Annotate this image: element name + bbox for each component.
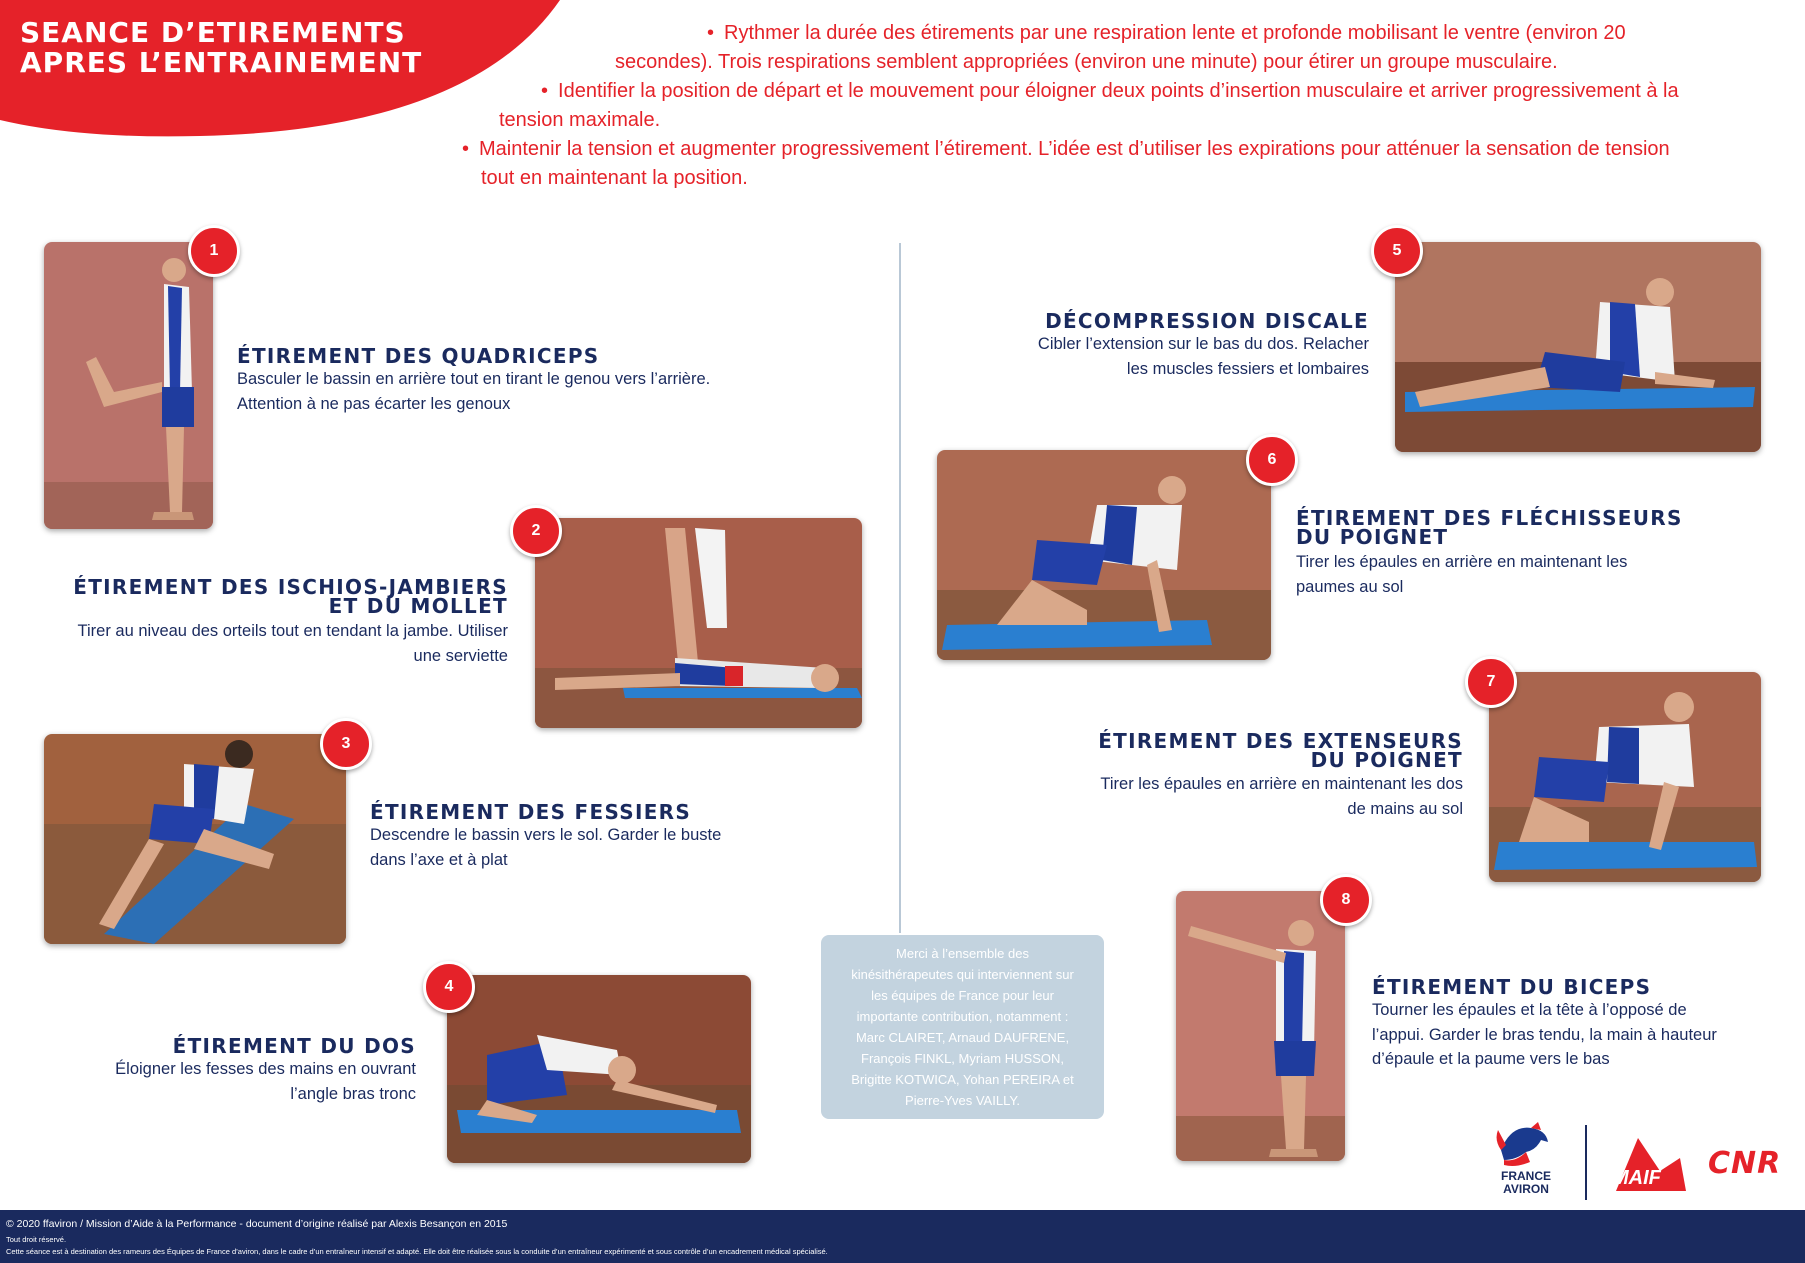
intro-bullet-2-line2: tension maximale.: [499, 109, 661, 131]
exercise-5-number-badge: 5: [1371, 225, 1423, 277]
exercise-8-title: ÉTIREMENT DU BICEPS: [1372, 975, 1652, 999]
exercise-7-photo: [1489, 672, 1761, 882]
exercise-8-photo: [1176, 891, 1345, 1161]
exercise-6-number-badge: 6: [1246, 434, 1298, 486]
exercise-8-description: Tourner les épaules et la tête à l’opposé de l’appui. Garder le bras tendu, la main à hauteur d’épaule et la paume vers le bas: [1372, 1001, 1717, 1068]
exercise-2-number-badge: 2: [510, 505, 562, 557]
exercise-4-title: ÉTIREMENT DU DOS: [172, 1034, 416, 1058]
footer-bar: [0, 1210, 1805, 1263]
intro-bullet-1-line1: • Rythmer la durée des étirements par une respiration lente et profonde mobilisant le ventre (environ 20: [707, 22, 1626, 44]
exercise-3-title: ÉTIREMENT DES FESSIERS: [370, 800, 692, 824]
exercise-3-description: Descendre le bassin vers le sol. Garder le buste dans l’axe et à plat: [370, 826, 722, 869]
document-title: SEANCE D’ETIREMENTS APRES L’ENTRAINEMENT: [20, 16, 423, 79]
footer-disclaimer: Cette séance est à destination des rameurs des Équipes de France d’aviron, dans le cadre d’un entraîneur intensif et adapté. Elle doit être réalisée sous la conduite d’un entraîneur expérimenté et sous contrôle d’un encadrement médical spécialisé.: [6, 1247, 828, 1256]
logo-separator: [1585, 1125, 1587, 1200]
exercise-1-photo: [44, 242, 213, 529]
exercise-2-description: Tirer au niveau des orteils tout en tendant la jambe. Utiliser une serviette: [77, 622, 508, 665]
exercise-5-photo: [1395, 242, 1761, 452]
maif-logo: MAIF: [1608, 1133, 1688, 1193]
cnr-logo: CNR: [1708, 1146, 1782, 1181]
exercise-7-title: ÉTIREMENT DES EXTENSEURS DU POIGNET: [1098, 729, 1463, 772]
exercise-1-title: ÉTIREMENT DES QUADRICEPS: [237, 344, 600, 368]
exercise-7-number-badge: 7: [1465, 656, 1517, 708]
exercise-6-title: ÉTIREMENT DES FLÉCHISSEURS DU POIGNET: [1296, 506, 1683, 549]
exercise-1-number-badge: 1: [188, 225, 240, 277]
exercise-5-title: DÉCOMPRESSION DISCALE: [1045, 309, 1369, 333]
exercise-1-description: Basculer le bassin en arrière tout en tirant le genou vers l’arrière. Attention à ne pas écarter les genoux: [237, 370, 711, 413]
rooster-icon: [1486, 1120, 1566, 1170]
exercise-6-photo: [937, 450, 1271, 660]
exercise-2-photo: [535, 518, 862, 728]
intro-bullet-3-line2: tout en maintenant la position.: [481, 167, 748, 189]
exercise-4-description: Éloigner les fesses des mains en ouvrant l’angle bras tronc: [115, 1060, 416, 1103]
exercise-3-number-badge: 3: [320, 718, 372, 770]
intro-bullet-3-line1: • Maintenir la tension et augmenter progressivement l’étirement. L’idée est d’utiliser les expirations pour atténuer la sensation de tension: [462, 138, 1670, 160]
footer-rights: Tout droit réservé.: [6, 1235, 67, 1244]
exercise-5-description: Cibler l’extension sur le bas du dos. Relacher les muscles fessiers et lombaires: [1037, 335, 1369, 378]
exercise-6-description: Tirer les épaules en arrière en maintenant les paumes au sol: [1296, 553, 1628, 596]
acknowledgements-panel: Merci à l’ensemble des kinésithérapeutes qui interviennent sur les équipes de France pour leur importante contribution, notamment : Marc CLAIRET, Arnaud DAUFRENE, François FINKL, Myriam HUSSON, Brigitte KOTWICA, Yohan PEREIRA et Pierre-Yves VAILLY.: [821, 935, 1104, 1119]
france-aviron-logo: FRANCE AVIRON: [1486, 1120, 1566, 1204]
exercise-4-photo: [447, 975, 751, 1163]
exercise-4-number-badge: 4: [423, 961, 475, 1013]
exercise-3-photo: [44, 734, 346, 944]
exercise-8-number-badge: 8: [1320, 874, 1372, 926]
footer-copyright: © 2020 ffaviron / Mission d’Aide à la Performance - document d’origine réalisé par Alexis Besançon en 2015: [6, 1218, 508, 1230]
intro-bullet-2-line1: • Identifier la position de départ et le mouvement pour éloigner deux points d’insertion musculaire et arriver progressivement à la: [541, 80, 1679, 102]
exercise-7-description: Tirer les épaules en arrière en maintenant les dos de mains au sol: [1100, 775, 1463, 818]
column-divider: [899, 243, 901, 933]
exercise-2-title: ÉTIREMENT DES ISCHIOS-JAMBIERS ET DU MOLLET: [73, 575, 508, 618]
intro-bullet-1-line2: secondes). Trois respirations semblent appropriées (environ une minute) pour étirer un groupe musculaire.: [615, 51, 1558, 73]
